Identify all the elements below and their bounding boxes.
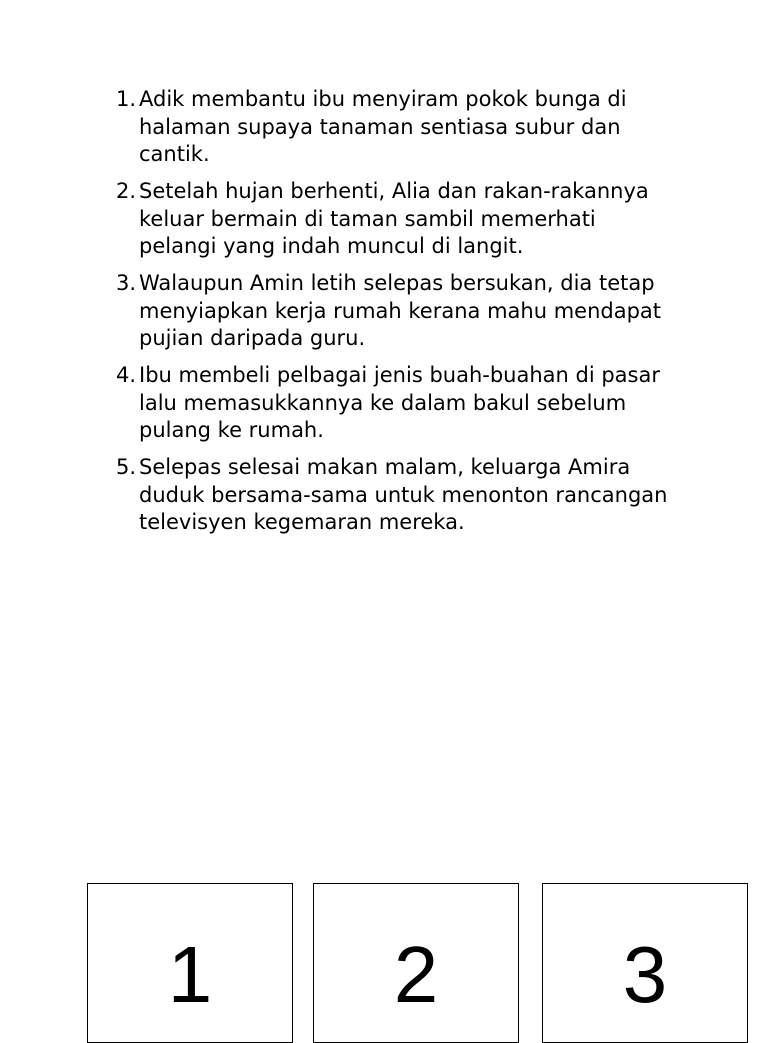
sentence-text: Adik membantu ibu menyiram pokok bunga di halaman supaya tanaman sentiasa subur dan cantik. bbox=[139, 87, 627, 166]
number-card-1[interactable] bbox=[87, 883, 293, 1043]
sentence-number: 1. bbox=[116, 87, 137, 111]
sentence-number: 4. bbox=[116, 363, 137, 387]
sentence-number: 2. bbox=[116, 179, 137, 203]
sentence-list bbox=[116, 86, 676, 546]
card-number: 1 bbox=[167, 930, 213, 1019]
sentence-text: Walaupun Amin letih selepas bersukan, dia tetap menyiapkan kerja rumah kerana mahu mendapat pujian daripada guru. bbox=[139, 271, 662, 350]
card-number: 2 bbox=[393, 930, 439, 1019]
sentence-item-3 bbox=[116, 270, 676, 353]
sentence-text: Selepas selesai makan malam, keluarga Amira duduk bersama-sama untuk menonton rancangan televisyen kegemaran mereka. bbox=[139, 455, 668, 534]
sentence-item-5 bbox=[116, 454, 676, 537]
sentence-item-2 bbox=[116, 178, 676, 261]
card-number: 3 bbox=[622, 930, 668, 1019]
sentence-item-1 bbox=[116, 86, 676, 169]
sentence-text: Setelah hujan berhenti, Alia dan rakan-rakannya keluar bermain di taman sambil memerhati pelangi yang indah muncul di langit. bbox=[139, 179, 649, 258]
number-card-2[interactable] bbox=[313, 883, 519, 1043]
number-card-3[interactable] bbox=[542, 883, 748, 1043]
sentence-text: Ibu membeli pelbagai jenis buah-buahan di pasar lalu memasukkannya ke dalam bakul sebelum pulang ke rumah. bbox=[139, 363, 660, 442]
sentence-item-4 bbox=[116, 362, 676, 445]
sentence-number: 3. bbox=[116, 271, 137, 295]
sentence-number: 5. bbox=[116, 455, 137, 479]
